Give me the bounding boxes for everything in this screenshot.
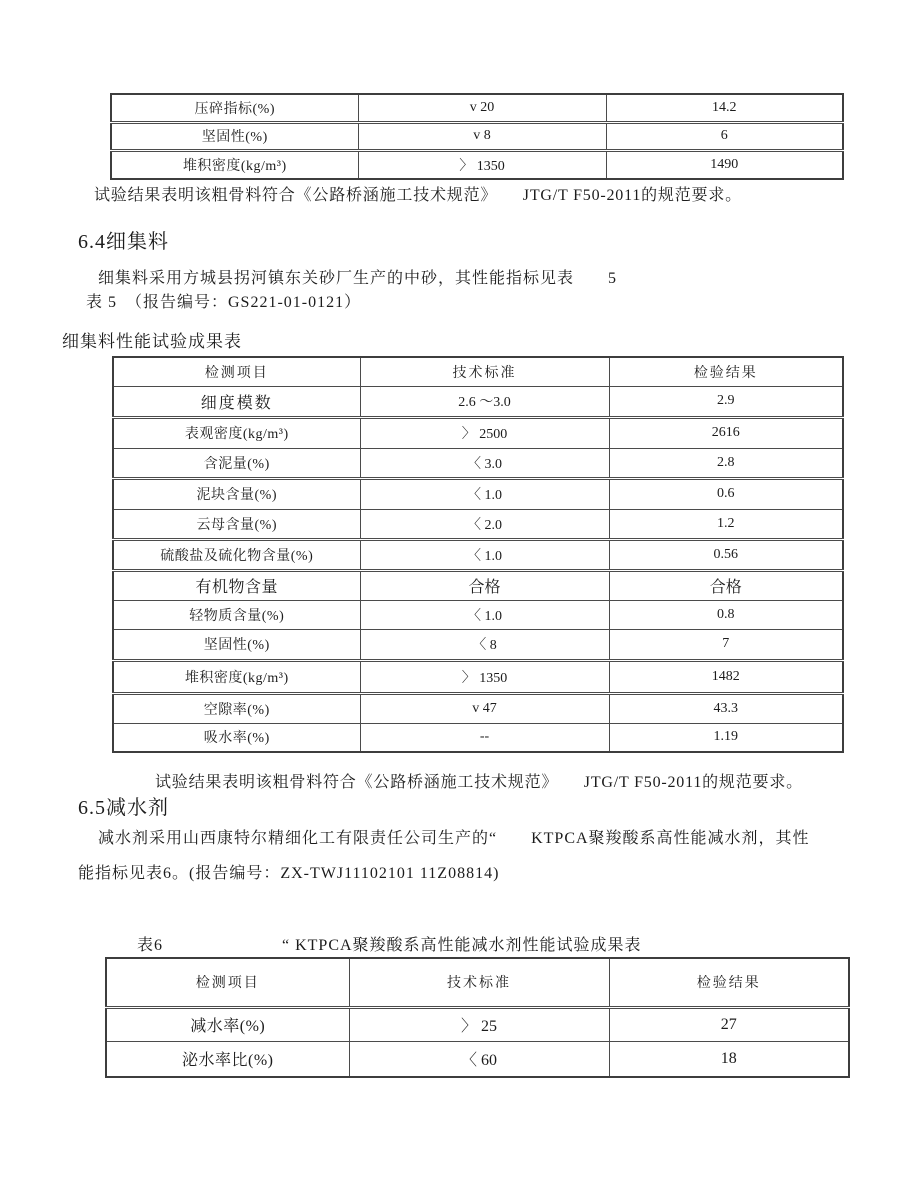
- cell-result: 2.9: [609, 386, 843, 417]
- cell-result: 1482: [609, 660, 843, 693]
- cell-standard: 〉 2500: [360, 417, 609, 448]
- cell-item: 泌水率比(%): [106, 1041, 349, 1077]
- cell-standard: 〉 25: [349, 1007, 609, 1041]
- cell-standard: v 8: [358, 122, 606, 150]
- cell-standard: --: [360, 723, 609, 752]
- cell-result: 合格: [609, 570, 843, 600]
- table-row: [113, 693, 843, 723]
- cell-result: 27: [609, 1007, 849, 1041]
- header-row: [113, 357, 843, 386]
- table-row: [106, 1007, 849, 1041]
- table5-title: 细集料性能试验成果表: [62, 332, 242, 351]
- cell-standard: 〈 1.0: [360, 478, 609, 509]
- col-header-result: 检验结果: [609, 357, 843, 386]
- section-heading-6-4: 6.4细集料: [78, 231, 169, 253]
- table6-caption-title: “ KTPCA聚羧酸系高性能减水剂性能试验成果表: [282, 937, 642, 954]
- header-row: [106, 958, 849, 1007]
- conclusion-note-coarse-2: 试验结果表明该粗骨料符合《公路桥涵施工技术规范》 JTG/T F50-2011的规范要求。: [155, 774, 803, 791]
- table-row: [111, 94, 843, 122]
- cell-standard: 2.6 ～3.0: [360, 386, 609, 417]
- cell-standard: 〈 8: [360, 629, 609, 660]
- cell-item: 有机物含量: [113, 570, 360, 600]
- paragraph-fine-aggregate-intro: 细集料采用方城县拐河镇东关砂厂生产的中砂，其性能指标见表 5: [98, 270, 618, 287]
- table-row: [113, 723, 843, 752]
- table-row: [113, 660, 843, 693]
- cell-item: 表观密度(kg/m³): [113, 417, 360, 448]
- cell-standard: 合格: [360, 570, 609, 600]
- cell-item: 轻物质含量(%): [113, 600, 360, 629]
- col-header-result: 检验结果: [609, 958, 849, 1007]
- fine-aggregate-table: [112, 356, 844, 753]
- table-row: [113, 448, 843, 478]
- coarse-aggregate-table: [110, 93, 844, 180]
- cell-result: 1490: [606, 150, 843, 179]
- table-row: [113, 539, 843, 570]
- cell-item: 坚固性(%): [113, 629, 360, 660]
- table-row: [113, 629, 843, 660]
- cell-result: 0.56: [609, 539, 843, 570]
- cell-result: 1.2: [609, 509, 843, 539]
- cell-standard: 〈 2.0: [360, 509, 609, 539]
- table-row: [113, 417, 843, 448]
- cell-result: 6: [606, 122, 843, 150]
- water-reducer-table: [105, 957, 850, 1078]
- cell-result: 1.19: [609, 723, 843, 752]
- cell-item: 硫酸盐及硫化物含量(%): [113, 539, 360, 570]
- paragraph-table5-report-no: 表 5 （报告编号：GS221-01-0121）: [86, 294, 362, 311]
- cell-item: 云母含量(%): [113, 509, 360, 539]
- cell-standard: 〈 60: [349, 1041, 609, 1077]
- col-header-item: 检测项目: [113, 357, 360, 386]
- cell-result: 2616: [609, 417, 843, 448]
- cell-result: 0.6: [609, 478, 843, 509]
- table-row: [113, 600, 843, 629]
- conclusion-note-coarse-1: 试验结果表明该粗骨料符合《公路桥涵施工技术规范》 JTG/T F50-2011的规范要求。: [94, 187, 742, 204]
- cell-standard: v 20: [358, 94, 606, 122]
- cell-item: 含泥量(%): [113, 448, 360, 478]
- cell-result: 2.8: [609, 448, 843, 478]
- col-header-standard: 技术标准: [360, 357, 609, 386]
- table6-caption-label: 表6: [137, 937, 164, 954]
- cell-result: 7: [609, 629, 843, 660]
- table-row: [113, 570, 843, 600]
- cell-standard: v 47: [360, 693, 609, 723]
- col-header-item: 检测项目: [106, 958, 349, 1007]
- table-row: [111, 150, 843, 179]
- cell-result: 18: [609, 1041, 849, 1077]
- col-header-standard: 技术标准: [349, 958, 609, 1007]
- cell-item: 压碎指标(%): [111, 94, 358, 122]
- cell-item: 空隙率(%): [113, 693, 360, 723]
- cell-item: 堆积密度(kg/m³): [111, 150, 358, 179]
- cell-standard: 〈 1.0: [360, 600, 609, 629]
- table-row: [113, 386, 843, 417]
- cell-item: 细度模数: [113, 386, 360, 417]
- cell-standard: 〈 1.0: [360, 539, 609, 570]
- cell-standard: 〉 1350: [360, 660, 609, 693]
- table-row: [113, 478, 843, 509]
- cell-item: 坚固性(%): [111, 122, 358, 150]
- section-heading-6-5: 6.5减水剂: [78, 797, 169, 819]
- cell-item: 泥块含量(%): [113, 478, 360, 509]
- table-row: [106, 1041, 849, 1077]
- paragraph-water-reducer-intro: 减水剂采用山西康特尔精细化工有限责任公司生产的“ KTPCA聚羧酸系高性能减水剂，其性: [98, 830, 810, 847]
- cell-result: 43.3: [609, 693, 843, 723]
- paragraph-table6-report-no: 能指标见表6。(报告编号：ZX-TWJ11102101 11Z08814): [78, 865, 500, 882]
- cell-item: 吸水率(%): [113, 723, 360, 752]
- cell-result: 0.8: [609, 600, 843, 629]
- cell-item: 减水率(%): [106, 1007, 349, 1041]
- cell-result: 14.2: [606, 94, 843, 122]
- cell-item: 堆积密度(kg/m³): [113, 660, 360, 693]
- cell-standard: 〉 1350: [358, 150, 606, 179]
- table-row: [111, 122, 843, 150]
- cell-standard: 〈 3.0: [360, 448, 609, 478]
- table-row: [113, 509, 843, 539]
